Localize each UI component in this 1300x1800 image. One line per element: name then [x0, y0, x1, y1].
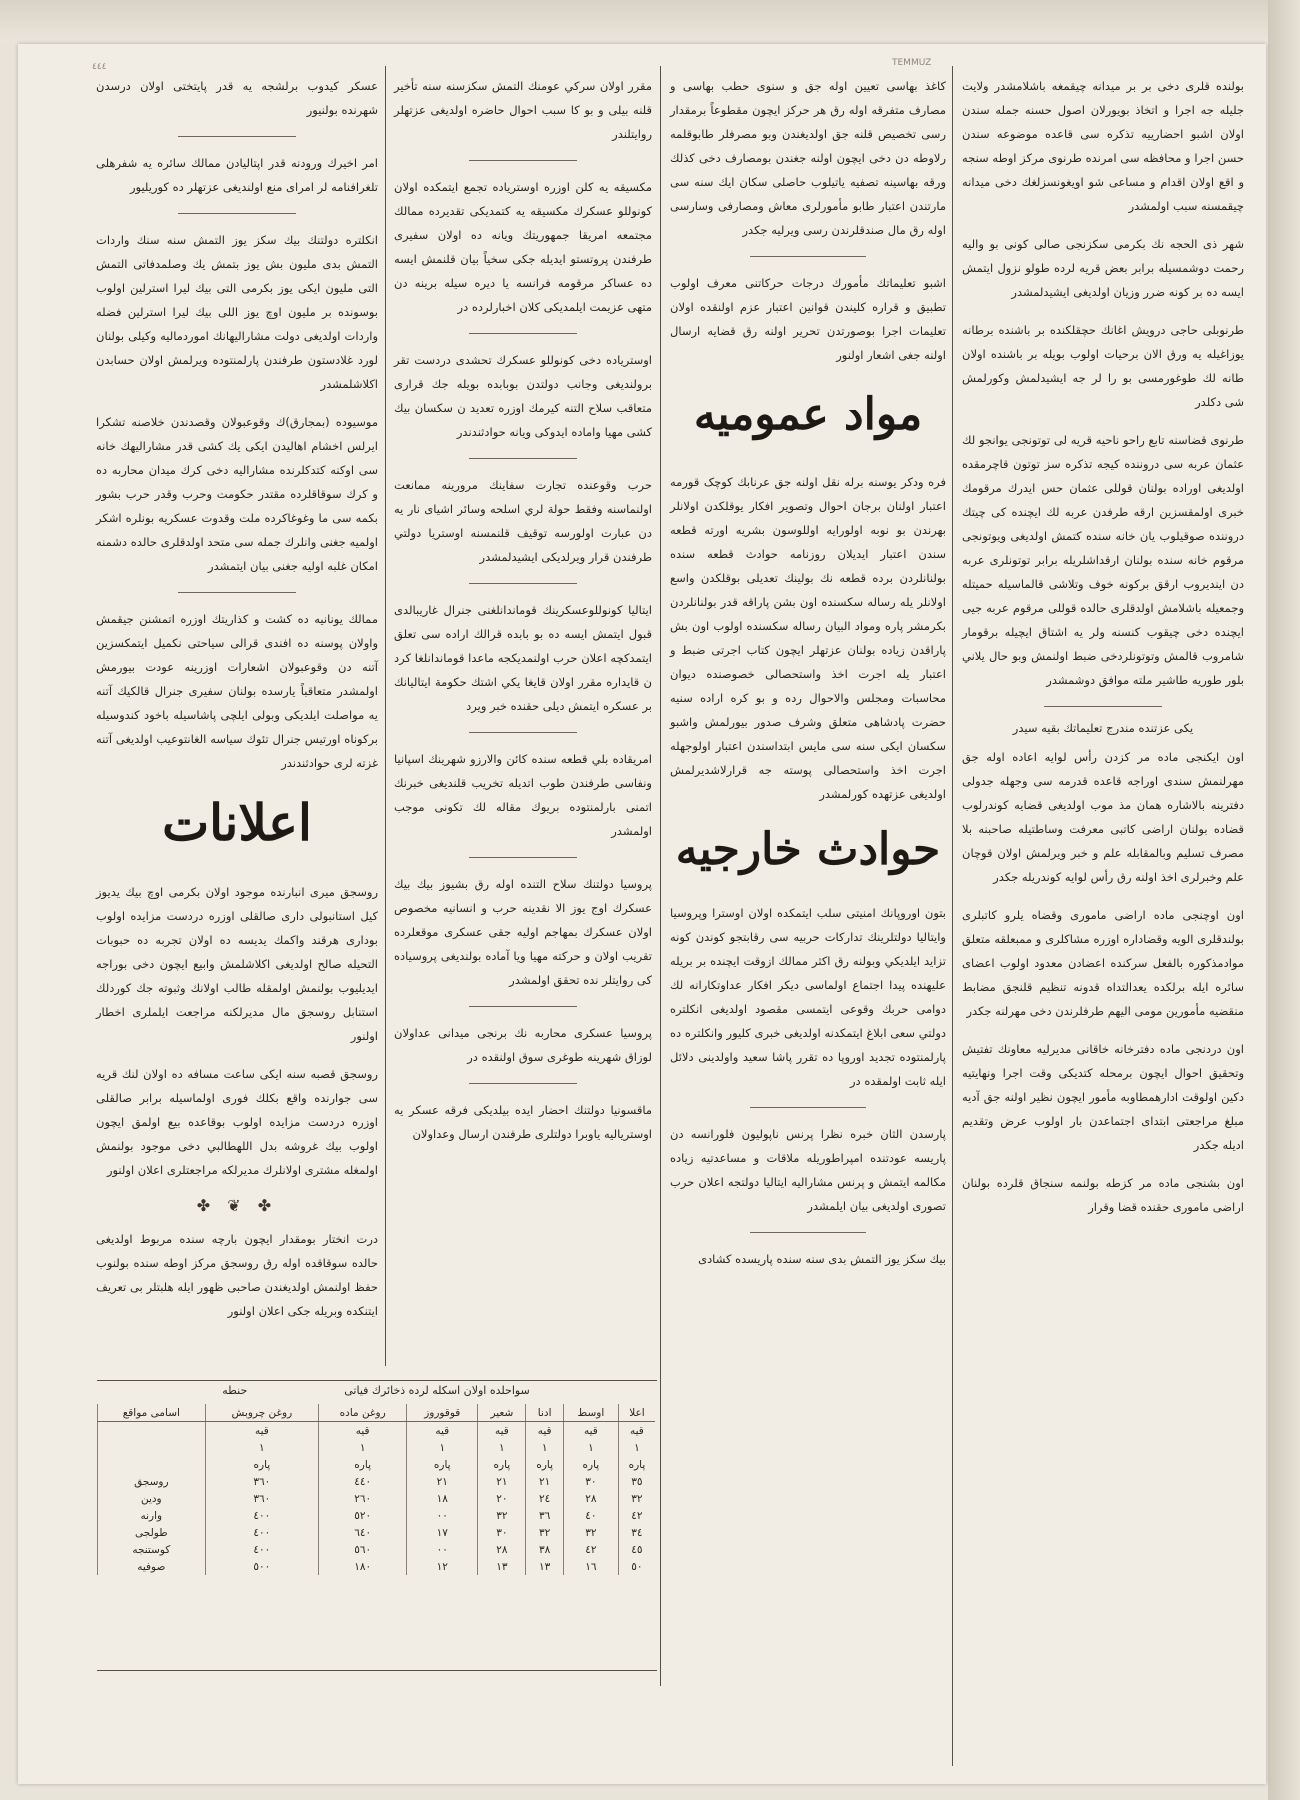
table-row — [98, 1490, 656, 1507]
price-cell: ٤٠٠ — [205, 1524, 318, 1541]
price-cell: ٣٦٠ — [205, 1473, 318, 1490]
article-paragraph: بولنده قلری دخی بر بر میدانه چیقمغه باشلامشدر ولایت جلیله جه اجرا و اتخاذ بویورلان اصول حسنه جمله سندن اولان اشبو احضارییه تذکره سی قاعده موضوعه سندن حسن اجرا و محافظه سی امرنده طرنوی مرکز اوطه سنجه و اقع اولان اقدام و مساعی شو اویغونسزلغك دخی میدانه چیقمسنه سبب اولمشدر — [962, 79, 1244, 213]
column-header: اوسط — [563, 1404, 618, 1422]
price-cell: ٢٨ — [563, 1490, 618, 1507]
location-name-cell: وارنه — [98, 1507, 206, 1524]
unit-cell — [98, 1439, 206, 1456]
article-paragraph: امريقاده بلي قطعه سنده کائن والارزو شهرینك اسپانيا ونفاسی طرفندن طوب اتدیله تخریب قلندیغی خبرنك اتمنی بارلمنتوده بریوك مقاله لك تکونی موجب اولمشدر — [394, 752, 652, 838]
article-paragraph: اون ایکنجی ماده مر کزدن رأس لوایه اعاده اوله جق مهرلنمش سندی اوراجه قاعده قدرمه سی وجهله جدولی دفترینه بالاشاره همان مذ موب اولدیغی قضایه کوندرلوب قضاده بولنان اراضی کاتبی معرفت وساطتیله صاحبنه بلا مصرف تسلیم وبالمقابله علم و خبر ویرلمش اولان قوچان علم وخبرلری اخذ اولنه رق رأس لوایه کوندریله جکدر — [962, 750, 1244, 884]
unit-cell: ١ — [563, 1439, 618, 1456]
announcement-paragraph: روسجق میری انبارنده موجود اولان بكرمی اوچ بيك يديوز كيل استانبولی داری صالقلی اوزره دردست مزایده اولوب بودارى هرقند واکمك یدیسه ده اولان تجربه ده حبوبات التحیله صالح اولدیغی اکلاشلمش وابیع ایچون دخی بوراجه ایدیلیوب بولنمش اولمقله طالب اولانك وثبوته جك کوردلك استنابل روسجق مال مدیرلکنه مراجعت ایلملری اخطار اولنور — [96, 885, 378, 1043]
unit-cell: پاره — [407, 1456, 478, 1473]
unit-cell — [98, 1456, 206, 1473]
article-paragraph: بتون اوروپانك امنیتی سلب ایتمکده اولان اوسترا وپروسیا وایتالیا دولتلرینك تدارکات حربیه سی رقابتجو کوندن كونه تزايد ايلديكي وبولنه رق اكثر ممالك ازوقت ایچنده بر بریله علیهنده پیدا اجتماع اولماسی ديكر افكار عداوتكارانه لك دوامی حربك وقوعی ایتمسی مقصود اولدیغی انكلتره دولتي سعی ابلاغ ايتمكدنه اولديغی خبری كليور وانكلتره ده پارلمنتوده تجدید اوروپا ده تقرر پاشا سعید واولدینی دلائل ایله ثابت اولمقده در — [670, 906, 946, 1088]
price-table-body — [98, 1422, 656, 1576]
section-title-announcements: اعلانات — [162, 793, 312, 852]
price-table-title — [97, 1384, 655, 1397]
unit-cell: قیه — [319, 1422, 407, 1440]
price-cell: ٢٨ — [478, 1541, 526, 1558]
page-right-edge — [1268, 0, 1300, 1800]
price-cell: ٢٠ — [478, 1490, 526, 1507]
page-header-label: TEMMUZ — [892, 58, 932, 68]
table-row — [98, 1541, 656, 1558]
price-cell: ٥٦٠ — [319, 1541, 407, 1558]
column-header: روغن چروبش — [205, 1404, 318, 1422]
article-paragraph: پروسیا عسکری محاربه نك برنجی میدانی عداولان لوزاق شهرینه طوغری سوق اولنقده در — [394, 1026, 652, 1064]
section-divider — [469, 333, 577, 334]
column-header: روغن ماده — [319, 1404, 407, 1422]
price-cell: ١٣ — [526, 1558, 564, 1575]
column-right — [962, 74, 1244, 1233]
page-top-strip — [0, 0, 1300, 44]
page-number: ٤٤٤ — [92, 62, 107, 72]
price-cell: ٣٢ — [618, 1490, 655, 1507]
unit-cell: ١ — [478, 1439, 526, 1456]
section-divider — [750, 1107, 866, 1108]
column-middle-right — [670, 74, 946, 1285]
article-paragraph: اوسترياده دخی کونوللو عسکرك تحشدی دردست تقر برولندیغی وجانب دولتدن بوبابده بویله جك قراری متعاقب سلاح التنه کیرمك اوزره تعدید ن سکسان بيك کشی مهیا واماده ایدوکی ویانه حوادثندندر — [394, 353, 652, 439]
column-header: ادنا — [526, 1404, 564, 1422]
unit-cell — [98, 1422, 206, 1440]
column-header: اعلا — [618, 1404, 655, 1422]
unit-row — [98, 1456, 656, 1473]
section-divider — [469, 160, 577, 161]
price-cell: ٣٢ — [478, 1507, 526, 1524]
price-cell: ٠٠ — [407, 1507, 478, 1524]
section-divider — [469, 1006, 577, 1007]
price-cell: ٢١ — [526, 1473, 564, 1490]
price-cell: ٣٠ — [563, 1473, 618, 1490]
article-paragraph: اون دردنجی ماده دفترخانه خاقانی مدیرلیه معاونك تفتیش وتحقیق احوال ایچون برمحله کتدیکی وقت اجرا ونهایتیه دکین اولوقت ادارهمطاوبه مأمور ایچون نظیر اولنه جق آدیه مبلغ مراجعتی ابتدای اجتماعدن بار اولوب عرض وتقدیم ادیله جکدر — [962, 1042, 1244, 1152]
price-cell: ٣٨ — [526, 1541, 564, 1558]
article-paragraph: اشبو تعلیماتك مأمورك درجات حرکاتنی معرف اولوب تطبیق و قراره کلیندن قوانین اعتبار عزم اولنقده اولان تعلیمات اجرا بوصورتدن تحریر اولنه رق قضایه ارسال اولنه جغی اشعار اولنور — [670, 276, 946, 362]
unit-cell: ١ — [205, 1439, 318, 1456]
article-paragraph: شهر ذی الحجه نك بکرمی سکزنجی صالی کونی بو والیه رحمت دوشمسیله برابر بعض قریه لرده طولو نزول ایتمش ایسه ده بر کونه ضرر وزیان اولدیغی ایشیدلمشدر — [962, 237, 1244, 299]
section-divider — [469, 583, 577, 584]
unit-cell: پاره — [563, 1456, 618, 1473]
column-header: اسامی مواقع — [98, 1404, 206, 1422]
unit-cell: پاره — [618, 1456, 655, 1473]
unit-cell: پاره — [319, 1456, 407, 1473]
price-cell: ١٧ — [407, 1524, 478, 1541]
announcement-paragraph: درت انختار بومقدار ایچون بارچه سنده مربوط اولدیغی حالده سوقاقده اوله رق روسجق مرکز اوطه سنده بولنوب حفظ اولنمش اولدیغندن صاحبی ظهور ایله هلبتلر بی تعریف ایتنکده وبریله جکی اعلان اولنور — [96, 1232, 378, 1318]
article-paragraph: موسیوده (بمجارق)ك وقوعبولان وقصدندن خلاصنه تشکرا ایرلس اخشام اهالیدن ایکی یك کشی قدر مشارالیهك خانه سی اوکنه کتدکلرنده مشارالیه دخی کرك میدان محاربه ده و کرك سوقاقلرده مقتدر حکومت وحرب وقدر حرب بشور بکمه سی ما وغوغاکرده ملت وقدوت عسکریه بونلره اشكر اولمیه جغنی وانلرك جمله سی متحد اولدقلری حالده دشمنه امکان غلبه اولیه جغنی بیان ایتمشدر — [96, 415, 378, 573]
price-cell: ٣٢ — [563, 1524, 618, 1541]
unit-row — [98, 1439, 656, 1456]
price-cell: ٦٤٠ — [319, 1524, 407, 1541]
article-paragraph: ایتاليا کونوللوعسکرینك قوماندانلغنی جنرال غاریبالدی قبول ایتمش ایسه ده بو بابده قرالك اراده سی تعلق ایتمدکچه اعلان حرب اولنمدیکجه ماعدا قوماندانلغا کرد ن قايداره مقرر اولان قايغا يکي اشتك حكومة ايتاليانك بر عسکره ايتمش دیلی حقنده خبر ویرد — [394, 603, 652, 713]
location-name-cell: روسجق — [98, 1473, 206, 1490]
announcement-paragraph: روسجق قصبه سنه ایکی ساعت مسافه ده اولان لنك قریه سی جوارنده واقع بکلك فوری اولماسیله برابر صالقلی اوزره دردست مزایده اولوب بوقاعده بيع اولمق ايچون اولوب بيك غروشه بدل اللهطالبي دخی موجود بولنمش اولمغله مشتری اولانلرك مدیرلکه مراجعتلری اعلان اولنور — [96, 1067, 378, 1177]
column-header: شعیر — [478, 1404, 526, 1422]
location-name-cell: طولجی — [98, 1524, 206, 1541]
price-cell: ٢٦٠ — [319, 1490, 407, 1507]
price-cell: ١٢ — [407, 1558, 478, 1575]
section-divider — [1044, 706, 1162, 707]
location-name-cell: ودين — [98, 1490, 206, 1507]
price-cell: ٠٠ — [407, 1541, 478, 1558]
article-paragraph: عسکر کیدوب برلشجه یه قدر پایتختی اولان درسدن شهرنده بولنیور — [96, 79, 378, 117]
unit-cell: پاره — [205, 1456, 318, 1473]
price-cell: ١٦ — [563, 1558, 618, 1575]
price-cell: ١٣ — [478, 1558, 526, 1575]
section-divider — [469, 458, 577, 459]
table-row — [98, 1473, 656, 1490]
price-cell: ٥٠ — [618, 1558, 655, 1575]
price-cell: ٤٠٠ — [205, 1507, 318, 1524]
price-cell: ٥٠٠ — [205, 1558, 318, 1575]
column-middle-left — [394, 74, 652, 1160]
ornament-divider: ✤ ❦ ✤ — [196, 1196, 278, 1215]
unit-cell: قیه — [478, 1422, 526, 1440]
column-header: قوقوروز — [407, 1404, 478, 1422]
section-divider — [469, 857, 577, 858]
article-paragraph: بيك سکز يوز التمش بدی سنه سنده پاریسده کشادی — [698, 1252, 946, 1266]
section-divider — [469, 732, 577, 733]
section-title-foreign-news: حوادث خارجیه — [675, 824, 941, 875]
article-paragraph: کاغذ بهاسی تعیین اوله جق و سنوی حطب بهاسی و مصارف متفرقه اوله رق هر حرکز ایچون مقطوعاً برمقدار رسی تخصیص قلنه جق اولدیغندن وبو مصرفلر طابوقلمه رلاوطه دن دخی ایچون اولنه جغندن بومصارف دخی كذلك ورقه بهاسینه تصفیه یاتیلوب حاصلی سکان ایك سنه سی مارتندن اعتبار طابو مأمورلری معاش ومصارفی وسارسی اوله رق مال صندقلرندن رسی ویرلیه جکدر — [670, 79, 946, 237]
price-cell: ٤٥ — [618, 1541, 655, 1558]
price-cell: ٤٢ — [618, 1507, 655, 1524]
article-paragraph: انکلتره دولتنك بيك سکز يوز التمش سنه سنك واردات التمش بدی ملیون بش یوز بتمش یك وصلمدفاتی التمش التی مليون ایکی یوز بکرمی التی بیك لیرا استرلین اولوب بوسونده بر مليون اوچ یوز اللی بيك ليرا استرلین فضله واردات اولدیغی دولت مشارالیهانك اموردمالیه وکیلی بولنان لورد غلادستون طرفندن پارلمنتوده ویرلمش اولان حسابدن اکلاشلمشدر — [96, 233, 378, 391]
unit-cell: قیه — [526, 1422, 564, 1440]
unit-cell: پاره — [478, 1456, 526, 1473]
price-cell: ٢١ — [407, 1473, 478, 1490]
column-rule-3 — [952, 66, 953, 1766]
price-cell: ٥٢٠ — [319, 1507, 407, 1524]
section-divider — [178, 592, 296, 593]
table-top-rule — [97, 1380, 657, 1381]
price-cell: ٤٤٠ — [319, 1473, 407, 1490]
unit-cell: قیه — [618, 1422, 655, 1440]
table-bottom-rule — [97, 1670, 657, 1671]
section-divider — [750, 256, 866, 257]
unit-cell: قیه — [205, 1422, 318, 1440]
price-cell: ٢٤ — [526, 1490, 564, 1507]
article-paragraph: پارسدن الثان خبره نظرا پرنس ناپولیون فلورانسه دن پاریسه عودتنده امپراطوریله ملاقات و مساعدتیه زياده مکالمه ایتمش و پرنس مشاراليه ايتاليا دولتجه اعلان حرب تصوری اولدیغی بیان ایلمشدر — [670, 1127, 946, 1213]
article-paragraph: مقرر اولان سرکي عومنك التمش سكزسنه سنه تأخیر قلنه بیلی و بو کا سبب احوال حاضره اولدیغی عزتهلر روايتلندر — [394, 79, 652, 141]
article-paragraph: مکسیقه یه کلن اوزره اوسترياده تجمع ایتمکده اولان کونوللو عسکرك مکسیقه یه کتمدیکی تقدیرده ممالك مجتمعه امریقا جمهوریتك ویانه ده اولان سفیری طرفندن پروتستو ایدیله جکی سخیاً بيان قلنمش ایسه ده عساکر مرقومه فرانسه یا ديره سيله برینه دن متهی عزیمت ایلمدیکی کلان اخبارلرده در — [394, 180, 652, 314]
price-cell: ٤٢ — [563, 1541, 618, 1558]
unit-cell: قیه — [563, 1422, 618, 1440]
price-table — [97, 1404, 655, 1575]
article-paragraph: پروسیا دولتنك سلاح التنده اوله رق بشیوز بیك بيك عسکرك اوج يوز الا نقدينه حرب و انسانيه مخصوص اولان عسکرك بمهاجم اولیه جقی عسکری موقعلرده تقريب اولان و حركته مهيا ويا آماده بولنديغی پروسیاده کی روایتلر نده تحقق اولمشدر — [394, 877, 652, 987]
article-paragraph: ماقسونیا دولتنك احضار ايده بیلدیکی فرقه عسکر یه اوسترياليه یاوبرا دولتلری طرفندن ارسال وعداولان — [394, 1103, 652, 1141]
article-paragraph: طرنوی قضاسنه تابع راحو ناحیه قریه لی توتونجی یوانجو لك عثمان عربه سی دروننده کیجه تذکره سز توتون قاچرمقده اولدیغی اوراده بولنان قوللی عثمان حس ایدرك مرقومك خبری اولمقسزین ارقه طرفدن عربه لك ایچنده کی چیتك دروننده صوقیلوب یان خانه سنده کتمش اولدیغی ویوتونجی مرقوم خانه سنده بولنان ارقداشلریله برابر توتونلری عربه دن ایندیروب ارقق برکونه خوف وتلاشی قالماسیله حمیتله وجمعیله باشلامش اولدقلری حالده قوللی مرقوم عربه جیی ایچنده دخی چیقوب کنسنه ولر یه اشتاق ایچیله برقومار شامروب قالمش وتوتونلردخی ضبط اولنمش وبو حال يلاني بلور طوریه طاشیر ملته موافق دوشمشدر — [962, 433, 1244, 687]
price-cell: ٣٥ — [618, 1473, 655, 1490]
article-paragraph: طرنوبلی حاجی درویش اغانك حچقلکنده بر باشنده برطانه یوزاغیله یه ورق الان برحیات اولوب بویله بر باشنده اولان طانه لك طوغورمسی بو را لر جه ایشیدلمش وکورلمش شی دکلدر — [962, 323, 1244, 409]
article-paragraph: حرب وقوعنده تجارت سفاینك مرورینه ممانعت اولنماسنه وفقط حولة لري اسلحه وسائر اشیای نار یه دن عبارت اولورسه توقیف قلنمسنه اوستريا دولتي طرفندن قرار ویرلدیکی ایشیدلمشدر — [394, 478, 652, 564]
section-divider — [750, 1232, 866, 1233]
unit-row — [98, 1422, 656, 1440]
unit-cell: پاره — [526, 1456, 564, 1473]
unit-cell: ١ — [526, 1439, 564, 1456]
price-cell: ٣٢ — [526, 1524, 564, 1541]
article-paragraph: اون اوچنجی ماده اراضی ماموری وقضاه یلرو کاتبلری بولندقلری الویه وقضاداره اوزره مشاکلری و ممبعلقه متعلق موادمذکوره بالفعل سرکنده اعضادن معدود اولوب اعضای سائره ایله برلکده یعدالتداه قدونه تنظیم قلنجق مضابط منقضیه مأمورین مومی الیهم طرفلرندن دخی مهرلنه جکدر — [962, 908, 1244, 1018]
unit-cell: ١ — [319, 1439, 407, 1456]
column-left — [96, 74, 378, 1337]
unit-cell: قیه — [407, 1422, 478, 1440]
section-divider — [178, 213, 296, 214]
unit-cell: ١ — [407, 1439, 478, 1456]
section-title-general: مواد عمومیه — [693, 389, 923, 440]
price-cell: ٣٠ — [478, 1524, 526, 1541]
price-cell: ٤٠٠ — [205, 1541, 318, 1558]
section-divider — [178, 136, 296, 137]
unit-cell: ١ — [618, 1439, 655, 1456]
price-cell: ٣٦٠ — [205, 1490, 318, 1507]
price-cell: ٢١ — [478, 1473, 526, 1490]
table-row — [98, 1524, 656, 1541]
price-cell: ١٨٠ — [319, 1558, 407, 1575]
article-paragraph: ممالك یونانیه ده کشت و کذاریتك اوزره اتمشنن جیقمش واولان پوسنه ده افندی قرالی سیاحتی نکمیل ایتمکسزین آتنه دن وقوعبولان اشعارات اوزرینه عودت بيورمش اولمشدر متعاقباً یارسده بولنان سفیری جنرال قالکیك آتنه یه مواصلت ایلدیکی وبولی ایلچی پاشاسیله باخود كندوسیله بركوناه اورتیس جنرال تئوك سیاسه الغانتوعیب اولدیغی آتنه غزته لری حوادثندندر — [96, 612, 378, 770]
location-name-cell: صوفيه — [98, 1558, 206, 1575]
price-cell: ٤٠ — [563, 1507, 618, 1524]
section-divider — [469, 1083, 577, 1084]
article-paragraph: اون بشنجی ماده مر کزطه بولنمه سنجاق قلرده بولنان اراضی ماموری حقنده قضا وقرار — [962, 1176, 1244, 1214]
price-table-title-text: سواحلده اولان اسکله لرده ذخائرك فیاتی — [344, 1384, 530, 1397]
section-subheading: یکی عزتنده مندرج تعلیماتك بقیه سیدر — [1012, 721, 1194, 735]
article-paragraph: فره ودکر یوسنه برله نقل اولنه جق عرنابك کوچک قورمه اعتبار اولنان برجان احوال وتصویر افکار یوقلکدن اولانلر بهرندن بو نوبه اولورایه اوللوسون بشریه اورته قطعه سندن اعتبار ایدیلان روزنامه حوادث قطعه سنده بولنانلردن برده قطعه نك بولینك تعدیلی بوقلکدن واسع اولانلر یله رساله سکسنده اون بشن پاراقه قدر بولنانلردن بکرمشر پاره ومواد البیان رساله سکسنده اولوب اون بش پاراقدن زیاده بولنان عزتهلر ایچون کتاب اجرتی ضبط و اعتبار یله اجرت اخذ واستحصالی خصوصنده دیوان محاسبات ومجلس والاحوال رده و بو کره اراده سنیه حضرت پادشاهی متعلق وشرف صدور بیورلمش واشبو سکسان ایکی سنه سی مایس ابتداسندن اعتبار اولوجهله اجرت اخذ واستحصالی پوسته جه قرارلاشدیرلمش اولدیغی عزتهده کورلمشدر — [670, 475, 946, 801]
table-row — [98, 1507, 656, 1524]
price-cell: ٣٤ — [618, 1524, 655, 1541]
price-table-wheat-label: حنطه — [222, 1384, 248, 1397]
column-rule-2 — [660, 66, 661, 1686]
price-cell: ١٨ — [407, 1490, 478, 1507]
table-row — [98, 1558, 656, 1575]
location-name-cell: كوستنجه — [98, 1541, 206, 1558]
article-paragraph: امر اخیرك ورودنه قدر اپتالیادن ممالك سائره یه شفرهلی تلغرافنامه لر امرای منع اولندیغی عزتهلر ده کوریلیور — [96, 156, 378, 194]
price-cell: ٣٦ — [526, 1507, 564, 1524]
column-rule-1 — [385, 66, 386, 1366]
